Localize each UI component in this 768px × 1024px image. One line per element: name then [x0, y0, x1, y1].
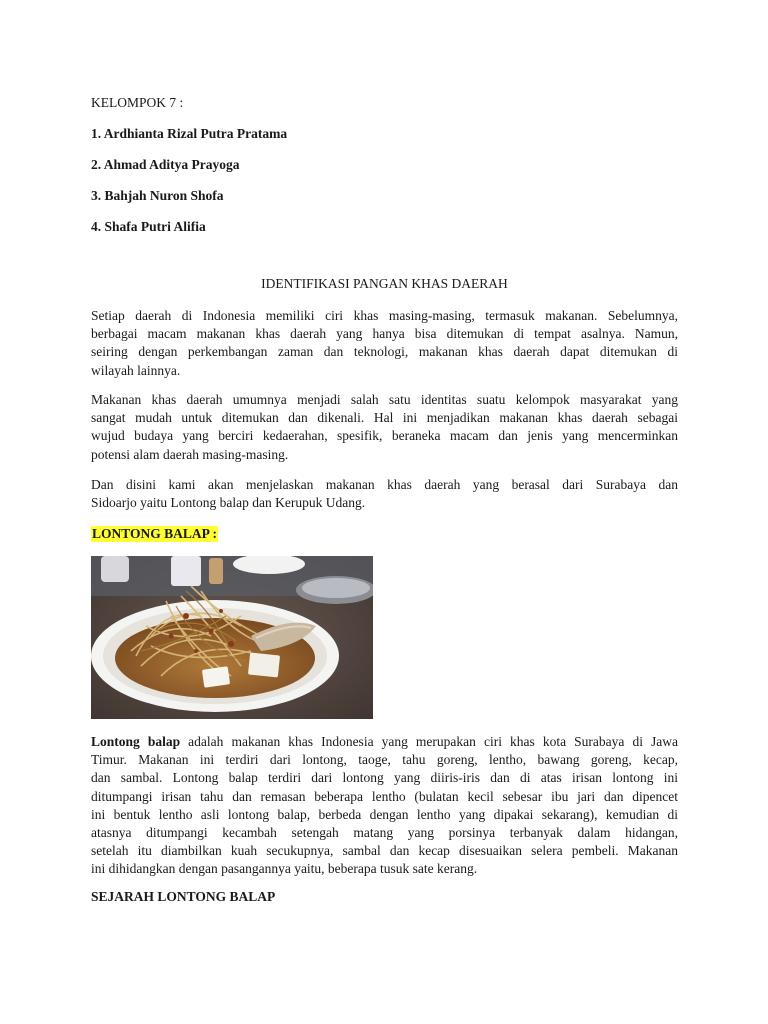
paragraph-line: ini bentuk lentho asli lontong balap, berbeda dengan lentho yang dipakai sekarang), kemudian di: [91, 806, 678, 822]
section-heading-sejarah: SEJARAH LONTONG BALAP: [91, 889, 276, 904]
paragraph-line: ini dihidangkan dengan pasangannya yaitu, beberapa tusuk sate kerang.: [91, 861, 478, 877]
paragraph-line: Dan disini kami akan menjelaskan makanan khas daerah yang berasal dari Surabaya dan: [91, 477, 678, 492]
paragraph-line: dan sambal. Lontong balap terdiri dari lontong yang diiris-iris dan di atas irisan lontong ini: [91, 770, 678, 786]
section-heading-lontong-balap: LONTONG BALAP :: [92, 526, 218, 541]
paragraph-line: Timur. Makanan ini terdiri dari lontong, taoge, tahu goreng, lentho, bawang goreng, kecap,: [91, 752, 678, 768]
paragraph-line: berbagai macam makanan khas daerah yang hanya bisa ditemukan di tempat asalnya. Namun,: [91, 326, 678, 342]
paragraph-line: potensi alam daerah masing-masing.: [91, 446, 289, 462]
member-1: 1. Ardhianta Rizal Putra Pratama: [91, 126, 288, 141]
paragraph-line: atasnya ditumpangi kecambah setengah matang yang porsinya terbanyak dalam hidangan,: [91, 825, 678, 841]
paragraph-line: seiring dengan perkembangan zaman dan teknologi, makanan khas daerah dapat ditemukan di: [91, 344, 678, 360]
lead-term: Lontong balap: [91, 734, 181, 749]
paragraph-line: wilayah lainnya.: [91, 362, 181, 378]
paragraph-line: Sidoarjo yaitu Lontong balap dan Kerupuk Udang.: [91, 495, 366, 511]
member-3: 3. Bahjah Nuron Shofa: [91, 188, 224, 203]
lontong-balap-photo: [91, 556, 373, 719]
paragraph-line: [91, 733, 678, 751]
document-title: IDENTIFIKASI PANGAN KHAS DAERAH: [261, 276, 508, 291]
group-label: KELOMPOK 7 :: [91, 95, 184, 110]
paragraph-line: Makanan khas daerah umumnya menjadi salah satu identitas suatu kelompok masyarakat yang: [91, 392, 678, 407]
lead-text: adalah makanan khas Indonesia yang merupakan ciri khas kota Surabaya di Jawa: [180, 734, 678, 749]
paragraph-2: [91, 391, 678, 464]
paragraph-line: sangat mudah untuk ditemukan dan dikenali. Hal ini menjadikan makanan khas daerah sebagai: [91, 410, 678, 426]
paragraph-line: setelah itu diambilkan kuah secukupnya, sambal dan kecap disesuaikan selera pembeli. Makanan: [91, 843, 678, 859]
paragraph-line: ditumpangi irisan tahu dan remasan beberapa lentho (bulatan kecil sebesar ibu jari dan dipencet: [91, 788, 678, 804]
paragraph-3: [91, 476, 678, 512]
paragraph-line: Setiap daerah di Indonesia memiliki ciri khas masing-masing, termasuk makanan. Sebelumnya,: [91, 308, 678, 323]
paragraph-line: wujud budaya yang berciri kedaerahan, spesifik, beraneka macam dan jenis yang mencerminkan: [91, 428, 678, 444]
paragraph-1: [91, 307, 678, 380]
member-2: 2. Ahmad Aditya Prayoga: [91, 157, 240, 172]
member-4: 4. Shafa Putri Alifia: [91, 219, 206, 234]
paragraph-lontong-balap: [91, 733, 678, 879]
